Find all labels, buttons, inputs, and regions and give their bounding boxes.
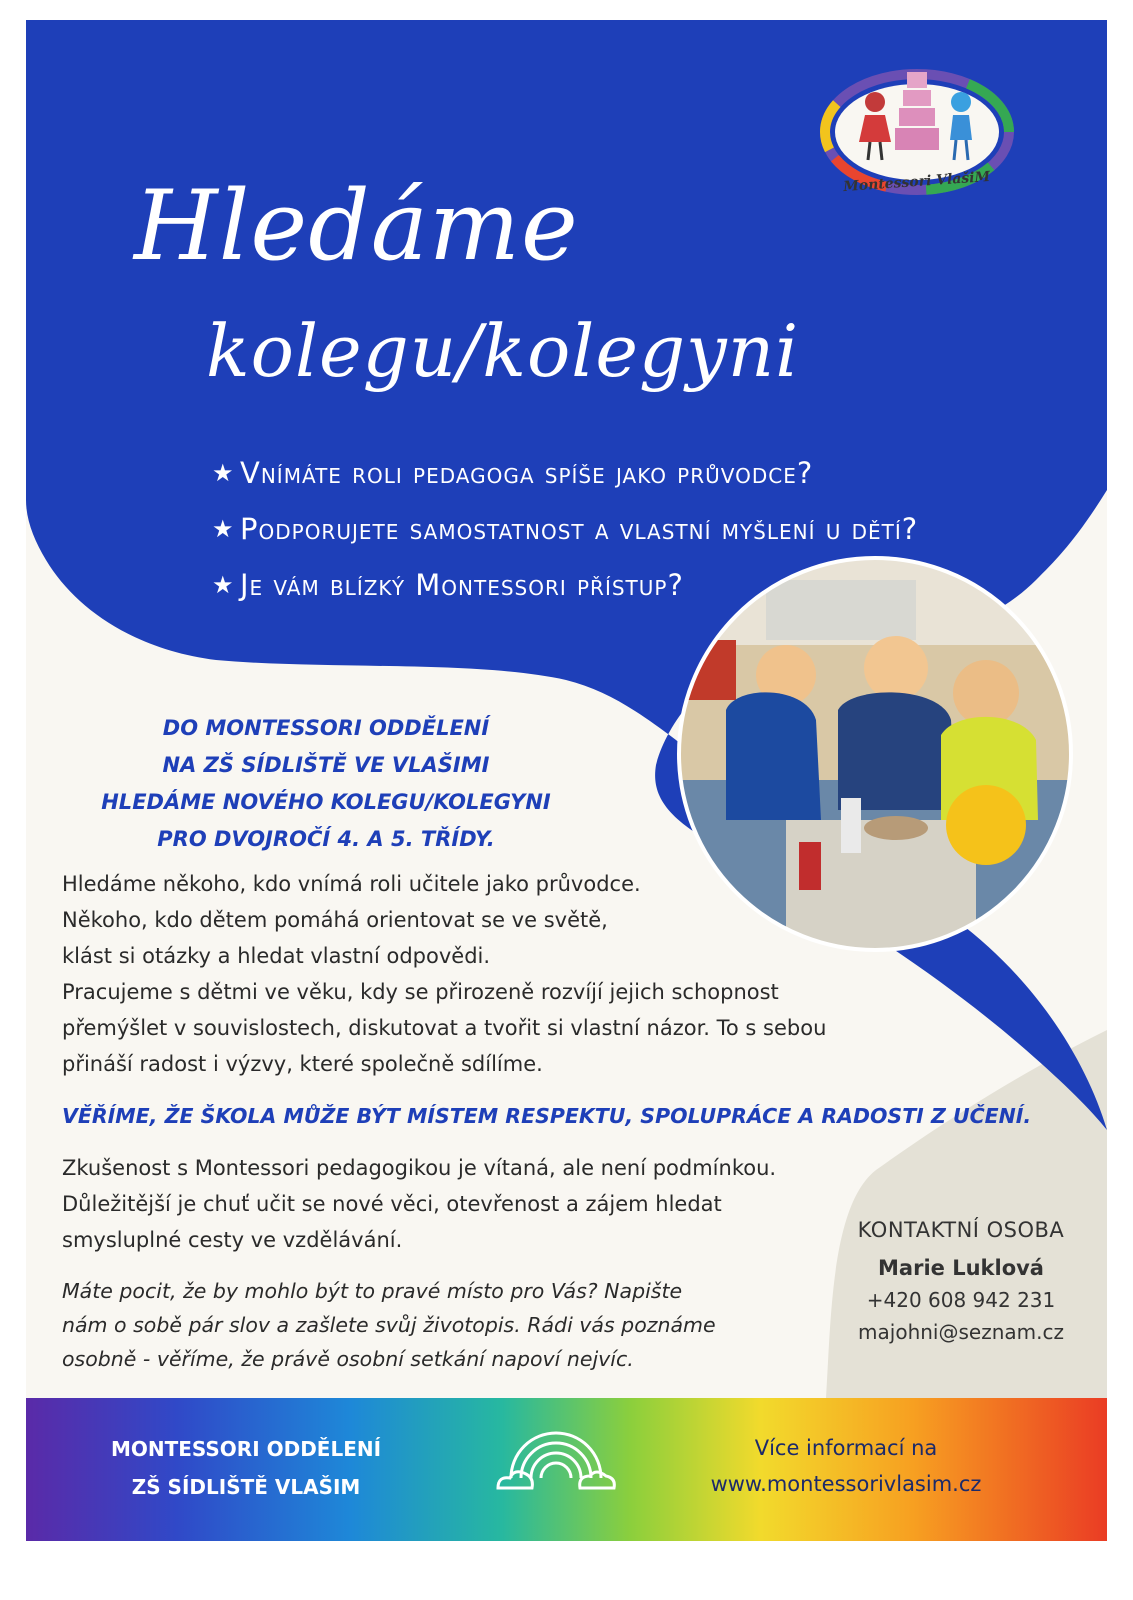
contact-name: Marie Luklová xyxy=(878,1256,1044,1280)
footer-line: ZŠ SÍDLIŠTĚ VLAŠIM xyxy=(131,1475,361,1499)
paragraph-line: Zkušenost s Montessori pedagogikou je vítaná, ale není podmínkou. xyxy=(62,1156,777,1180)
paragraph-line: přináší radost i výzvy, které společně sdílíme. xyxy=(62,1052,543,1076)
contact-block xyxy=(826,1218,1096,1344)
page-title-line2: kolegu/kolegyni xyxy=(206,309,800,393)
tagline: VĚŘÍME, ŽE ŠKOLA MŮŽE BÝT MÍSTEM RESPEKTU, SPOLUPRÁCE A RADOSTI Z UČENÍ. xyxy=(62,1104,1032,1128)
application-paragraph xyxy=(62,1274,716,1376)
star-icon: ★ xyxy=(212,571,234,599)
page-title-line1: Hledáme xyxy=(134,170,579,282)
paragraph-line: Někoho, kdo dětem pomáhá orientovat se ve světě, xyxy=(62,908,608,932)
paragraph-line: Důležitější je chuť učit se nové věci, otevřenost a zájem hledat xyxy=(62,1192,722,1216)
question-text: Podporujete samostatnost a vlastní myšlení u dětí? xyxy=(240,512,919,546)
question-item xyxy=(212,568,684,602)
headline-line: DO MONTESSORI ODDĚLENÍ xyxy=(162,716,490,740)
paragraph-line: klást si otázky a hledat vlastní odpovědi. xyxy=(62,944,491,968)
paragraph-line: smysluplné cesty ve vzdělávání. xyxy=(62,1228,403,1252)
paragraph-line: přemýšlet v souvislostech, diskutovat a tvořit si vlastní názor. To s sebou xyxy=(62,1016,827,1040)
paragraph-line: osobně - věříme, že právě osobní setkání napoví nejvíc. xyxy=(62,1347,634,1371)
star-icon: ★ xyxy=(212,515,234,543)
question-text: Je vám blízký Montessori přístup? xyxy=(240,568,684,602)
contact-label: KONTAKTNÍ OSOBA xyxy=(857,1218,1065,1242)
headline-line: HLEDÁME NOVÉHO KOLEGU/KOLEGYNI xyxy=(101,790,551,814)
paragraph-line: Hledáme někoho, kdo vnímá roli učitele jako průvodce. xyxy=(62,872,641,896)
experience-paragraph xyxy=(62,1150,776,1258)
contact-email[interactable]: majohni@seznam.cz xyxy=(858,1320,1064,1344)
contact-phone[interactable]: +420 608 942 231 xyxy=(866,1288,1056,1312)
question-item xyxy=(212,512,918,546)
star-icon: ★ xyxy=(212,459,234,487)
headline-line: NA ZŠ SÍDLIŠTĚ VE VLAŠIMI xyxy=(162,753,490,777)
footer-line: Více informací na xyxy=(754,1436,938,1460)
logo-caption: Montessori VlašiM xyxy=(842,168,991,196)
website-link[interactable]: www.montessorivlasim.cz xyxy=(710,1472,982,1496)
question-text: Vnímáte roli pedagoga spíše jako průvodce? xyxy=(240,456,814,490)
montessori-logo xyxy=(825,72,1009,195)
headline-line: PRO DVOJROČÍ 4. A 5. TŘÍDY. xyxy=(157,827,495,851)
rainbow-cloud-icon xyxy=(496,1426,616,1506)
paragraph-line: Pracujeme s dětmi ve věku, kdy se přirozeně rozvíjí jejich schopnost xyxy=(62,980,779,1004)
headline-block xyxy=(66,710,586,858)
intro-paragraph xyxy=(62,866,826,1082)
footer-more-info xyxy=(666,1430,1026,1502)
footer-rainbow-banner xyxy=(26,1398,1107,1541)
footer-line: MONTESSORI ODDĚLENÍ xyxy=(110,1437,382,1461)
flyer-sheet xyxy=(26,20,1107,1541)
question-item xyxy=(212,456,813,490)
paragraph-line: Máte pocit, že by mohlo být to pravé místo pro Vás? Napište xyxy=(62,1279,683,1303)
footer-school-name xyxy=(86,1430,406,1506)
paragraph-line: nám o sobě pár slov a zašlete svůj životopis. Rádi vás poznáme xyxy=(62,1313,716,1337)
